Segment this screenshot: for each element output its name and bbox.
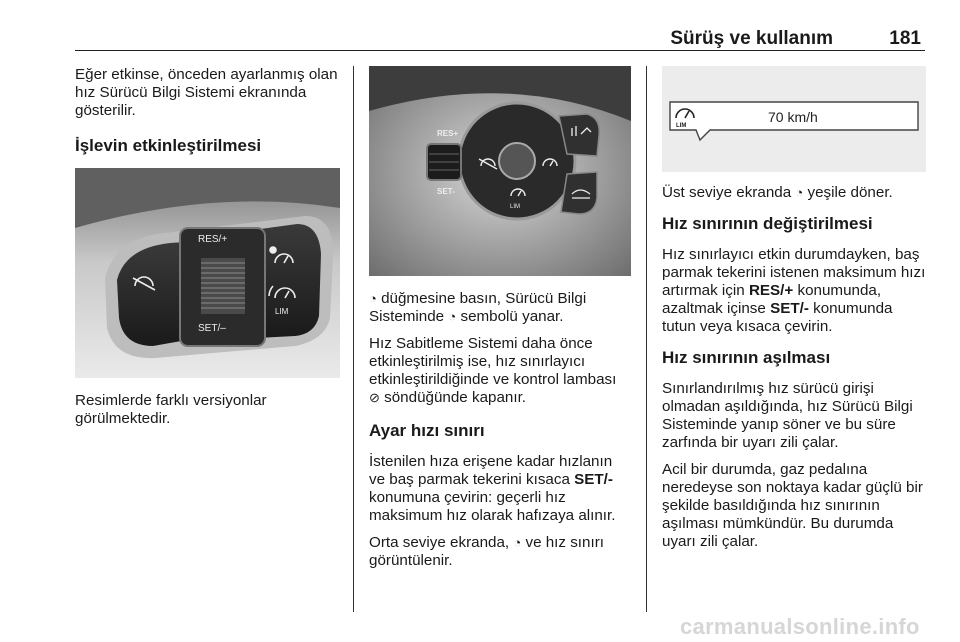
set-label: SET- xyxy=(437,187,455,196)
set-label: SET/– xyxy=(198,323,226,334)
speed-limiter-icon: ◔ xyxy=(795,185,804,200)
paragraph-change-limit: Hız sınırlayıcı etkin durumdayken, baş parmak tekerini istenen maksimum hızı artırmak için RES/+ konumunda, azaltmak içinse SET/- konumunda tutun veya kısaca çevirin. xyxy=(662,246,926,335)
paragraph-mid-level: Orta seviye ekranda, ◔ ve hız sınırı görüntülenir. xyxy=(369,534,604,569)
watermark: carmanualsonline.info xyxy=(680,614,920,639)
lim-label: LIM xyxy=(676,123,687,129)
section-heading: Ayar hızı sınırı xyxy=(369,421,485,440)
intro-paragraph: Eğer etkinse, önceden ayarlanmış olan hız Sürücü Bilgi Sistemi ekranında gösterilir. xyxy=(75,66,338,119)
paragraph-set-limit: İstenilen hıza erişene kadar hızlanın ve baş parmak tekerini kısaca SET/- konumuna çevirin: geçerli hız maksimum hız olarak hafızaya alınır. xyxy=(369,453,616,524)
speed-limiter-icon: ◔ xyxy=(513,535,522,550)
speed-limiter-icon: ◔ xyxy=(369,291,377,306)
paragraph-cruise-off: Hız Sabitleme Sistemi daha önce etkinleştirilmiş ise, hız sınırlayıcı etkinleştirildiğinde ve kontrol lambası ⊘ söndüğünde kapanır. xyxy=(369,335,617,406)
driver-info-display-figure xyxy=(662,66,926,172)
figure-caption: Resimlerde farklı versiyonlar görülmektedir. xyxy=(75,392,267,427)
section-heading: Hız sınırının aşılması xyxy=(662,348,831,367)
speed-value: 70 km/h xyxy=(768,109,818,125)
paragraph-emergency: Acil bir durumda, gaz pedalına neredeyse son noktaya kadar güçlü bir şekilde basıldığında hız sınırının aşılması mümkündür. Bu durumda uyarı zili çalar. xyxy=(662,461,923,550)
steering-controls-figure xyxy=(75,168,340,378)
page-header xyxy=(75,28,925,51)
section-title: Sürüş ve kullanım xyxy=(670,28,833,49)
column-divider xyxy=(353,66,354,612)
cruise-control-lamp-icon: ⊘ xyxy=(369,390,380,405)
section-heading: Hız sınırının değiştirilmesi xyxy=(662,214,873,233)
paragraph-activate: ◔ düğmesine basın, Sürücü Bilgi Sisteminde ◔ sembolü yanar. xyxy=(369,290,587,325)
lim-label: LIM xyxy=(275,307,289,316)
column-right xyxy=(662,66,926,560)
page-number: 181 xyxy=(889,28,921,49)
paragraph-upper-level: Üst seviye ekranda ◔ yeşile döner. xyxy=(662,184,893,201)
res-label: RES+ xyxy=(437,129,459,138)
speed-limiter-icon: ◔ xyxy=(448,309,457,324)
lim-label: LIM xyxy=(510,204,521,210)
column-left xyxy=(75,66,340,437)
column-middle xyxy=(369,66,631,579)
column-divider xyxy=(646,66,647,612)
steering-wheel-figure xyxy=(369,66,631,276)
paragraph-exceed: Sınırlandırılmış hız sürücü girişi olmadan aşıldığında, hız Sürücü Bilgi Sisteminde yanıp söner ve bu süre zarfında bir uyarı zili çalar. xyxy=(662,380,913,451)
section-heading: İşlevin etkinleştirilmesi xyxy=(75,136,262,155)
res-label: RES/+ xyxy=(198,234,228,245)
